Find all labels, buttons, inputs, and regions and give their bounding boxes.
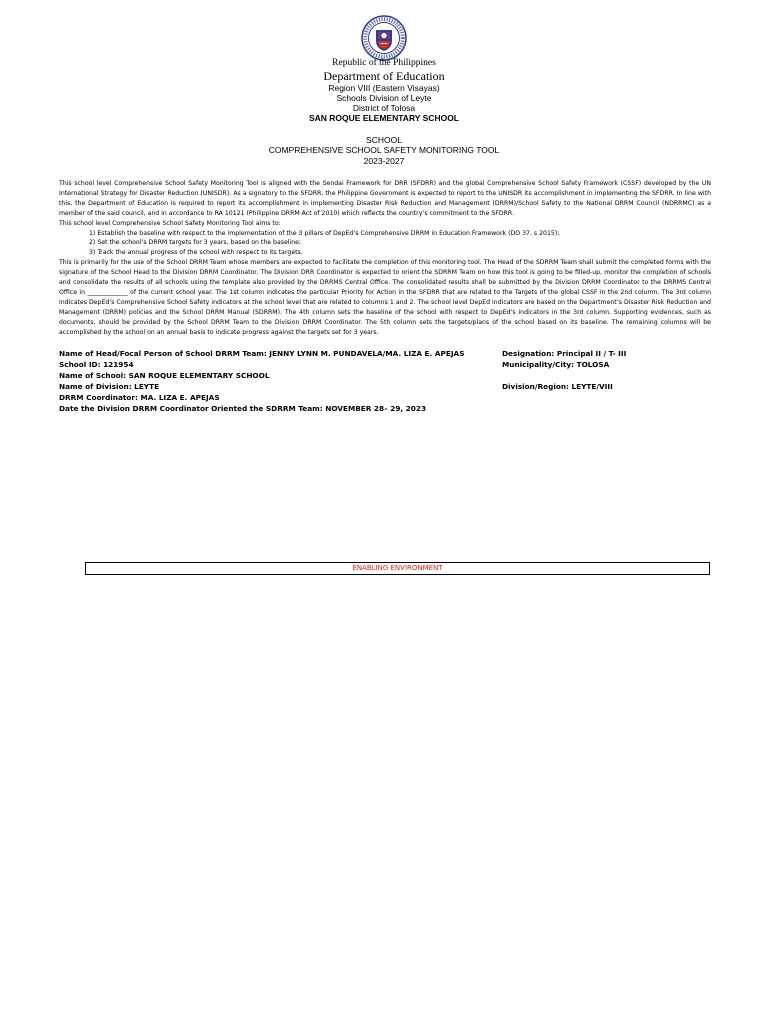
intro-paragraph-2: This is primarily for the use of the School DRRM Team whose members are expected to facilitate the completion of this monitoring tool. The Head of the SDRRM Team shall submit the completed forms with the signature of the School Head to the Division DRRM Coordinator. The Division DRR Coordinator is expected to orient the SDRRM Team on how this tool is going to be filled-up, monitor the completion of schools and consolidate the results of all schools using the template also provided by the DRRMS Central Office. The consolidated results shall be submitted by the Division DRRM Coordinator to the DRRMS Central Office in _____________ of the current school year. The 1st column indicates the particular Priority for Action in the SFDRR that are related to the Targets of the global CSSF in the 2nd column. The 3rd column indicates DepEd’s Comprehensive School Safety indicators at the school level that are related to columns 1 and 2. The school level DepEd indicators are based on the Department’s Disaster Risk Reduction and Management (DRRM) policies and the School DRRM Manual (SDRRM). The 4th column sets the baseline of the school with respect to DepEd’s indicators in the 3rd column. Supporting evidences, such as documents, should be provided by the School DRRM Team to the Division DRRM Coordinator. The 5th column sets the targets/plans of the school based on its baseline. The remaining columns will be accomplished by the school on an annual basis to indicate progress against the targets set for 3 years. xyxy=(59,259,711,336)
info-designation: Designation: Principal II / T- III xyxy=(502,349,627,358)
title-line-1: SCHOOL xyxy=(366,135,402,145)
header-district: District of Tolosa xyxy=(352,103,416,113)
deped-seal-logo xyxy=(361,15,407,61)
info-division-region: Division/Region: LEYTE/VIII xyxy=(502,382,613,391)
aim-item: 1) Establish the baseline with respect to the implementation of the 3 pillars of DepEd’s Comprehensive DRRM in Education Framework (DO 37, s 2015); xyxy=(89,229,560,237)
aim-item: 2) Set the school’s DRRM targets for 3 years, based on the baseline; xyxy=(89,239,302,247)
header-region: Region VIII (Eastern Visayas) xyxy=(328,83,440,93)
section-enabling-environment xyxy=(85,562,710,575)
title-line-2: COMPREHENSIVE SCHOOL SAFETY MONITORING TOOL xyxy=(268,145,500,155)
header-division: Schools Division of Leyte xyxy=(336,93,432,103)
info-school-id: School ID: 121954 xyxy=(59,360,134,369)
info-head-person: Name of Head/Focal Person of School DRRM Team: JENNY LYNN M. PUNDAVELA/MA. LIZA E. APEJAS xyxy=(59,349,465,358)
info-spacer xyxy=(502,370,626,381)
aim-item: 3) Track the annual progress of the school with respect to its targets. xyxy=(89,249,303,257)
info-school-name: Name of School: SAN ROQUE ELEMENTARY SCHOOL xyxy=(59,371,270,380)
school-info-right xyxy=(502,348,626,392)
section-label: ENABLING ENVIRONMENT xyxy=(352,564,443,572)
title-line-3: 2023-2027 xyxy=(363,156,405,166)
info-coordinator: DRRM Coordinator: MA. LIZA E. APEJAS xyxy=(59,393,220,402)
info-date-oriented: Date the Division DRRM Coordinator Oriented the SDRRM Team: NOVEMBER 28– 29, 2023 xyxy=(59,404,427,413)
aims-intro: This school level Comprehensive School Safety Monitoring Tool aims to: xyxy=(59,219,281,227)
header-republic: Republic of the Philippines xyxy=(332,58,436,68)
intro-text xyxy=(59,179,711,338)
intro-paragraph-1: This school level Comprehensive School Safety Monitoring Tool is aligned with the Sendai Framework for DRR (SFDRR) and the global Comprehensive School Safety Framework (CSSF) developed by the UN International Strategy for Disaster Reduction (UNISDR). As a signatory to the SFDRR, the Philippine Government is expected to report to the UNISDR its accomplishment in implementing the SFDRR. In line with this, the Department of Education is required to report its accomplishment in implementing Disaster Risk Reduction and Management (DRRM)/School Safety to the National DRRM Council (NDRRMC) as a member of the said council, and in accordance to RA 10121 (Philippine DRRM Act of 2010) which reflects the country’s commitment to the SFDRR. xyxy=(59,180,711,217)
school-info-left xyxy=(59,348,464,414)
header-department: Department of Education xyxy=(323,69,445,83)
header-school-name: SAN ROQUE ELEMENTARY SCHOOL xyxy=(308,113,460,123)
info-division: Name of Division: LEYTE xyxy=(59,382,160,391)
info-municipality: Municipality/City: TOLOSA xyxy=(502,360,610,369)
